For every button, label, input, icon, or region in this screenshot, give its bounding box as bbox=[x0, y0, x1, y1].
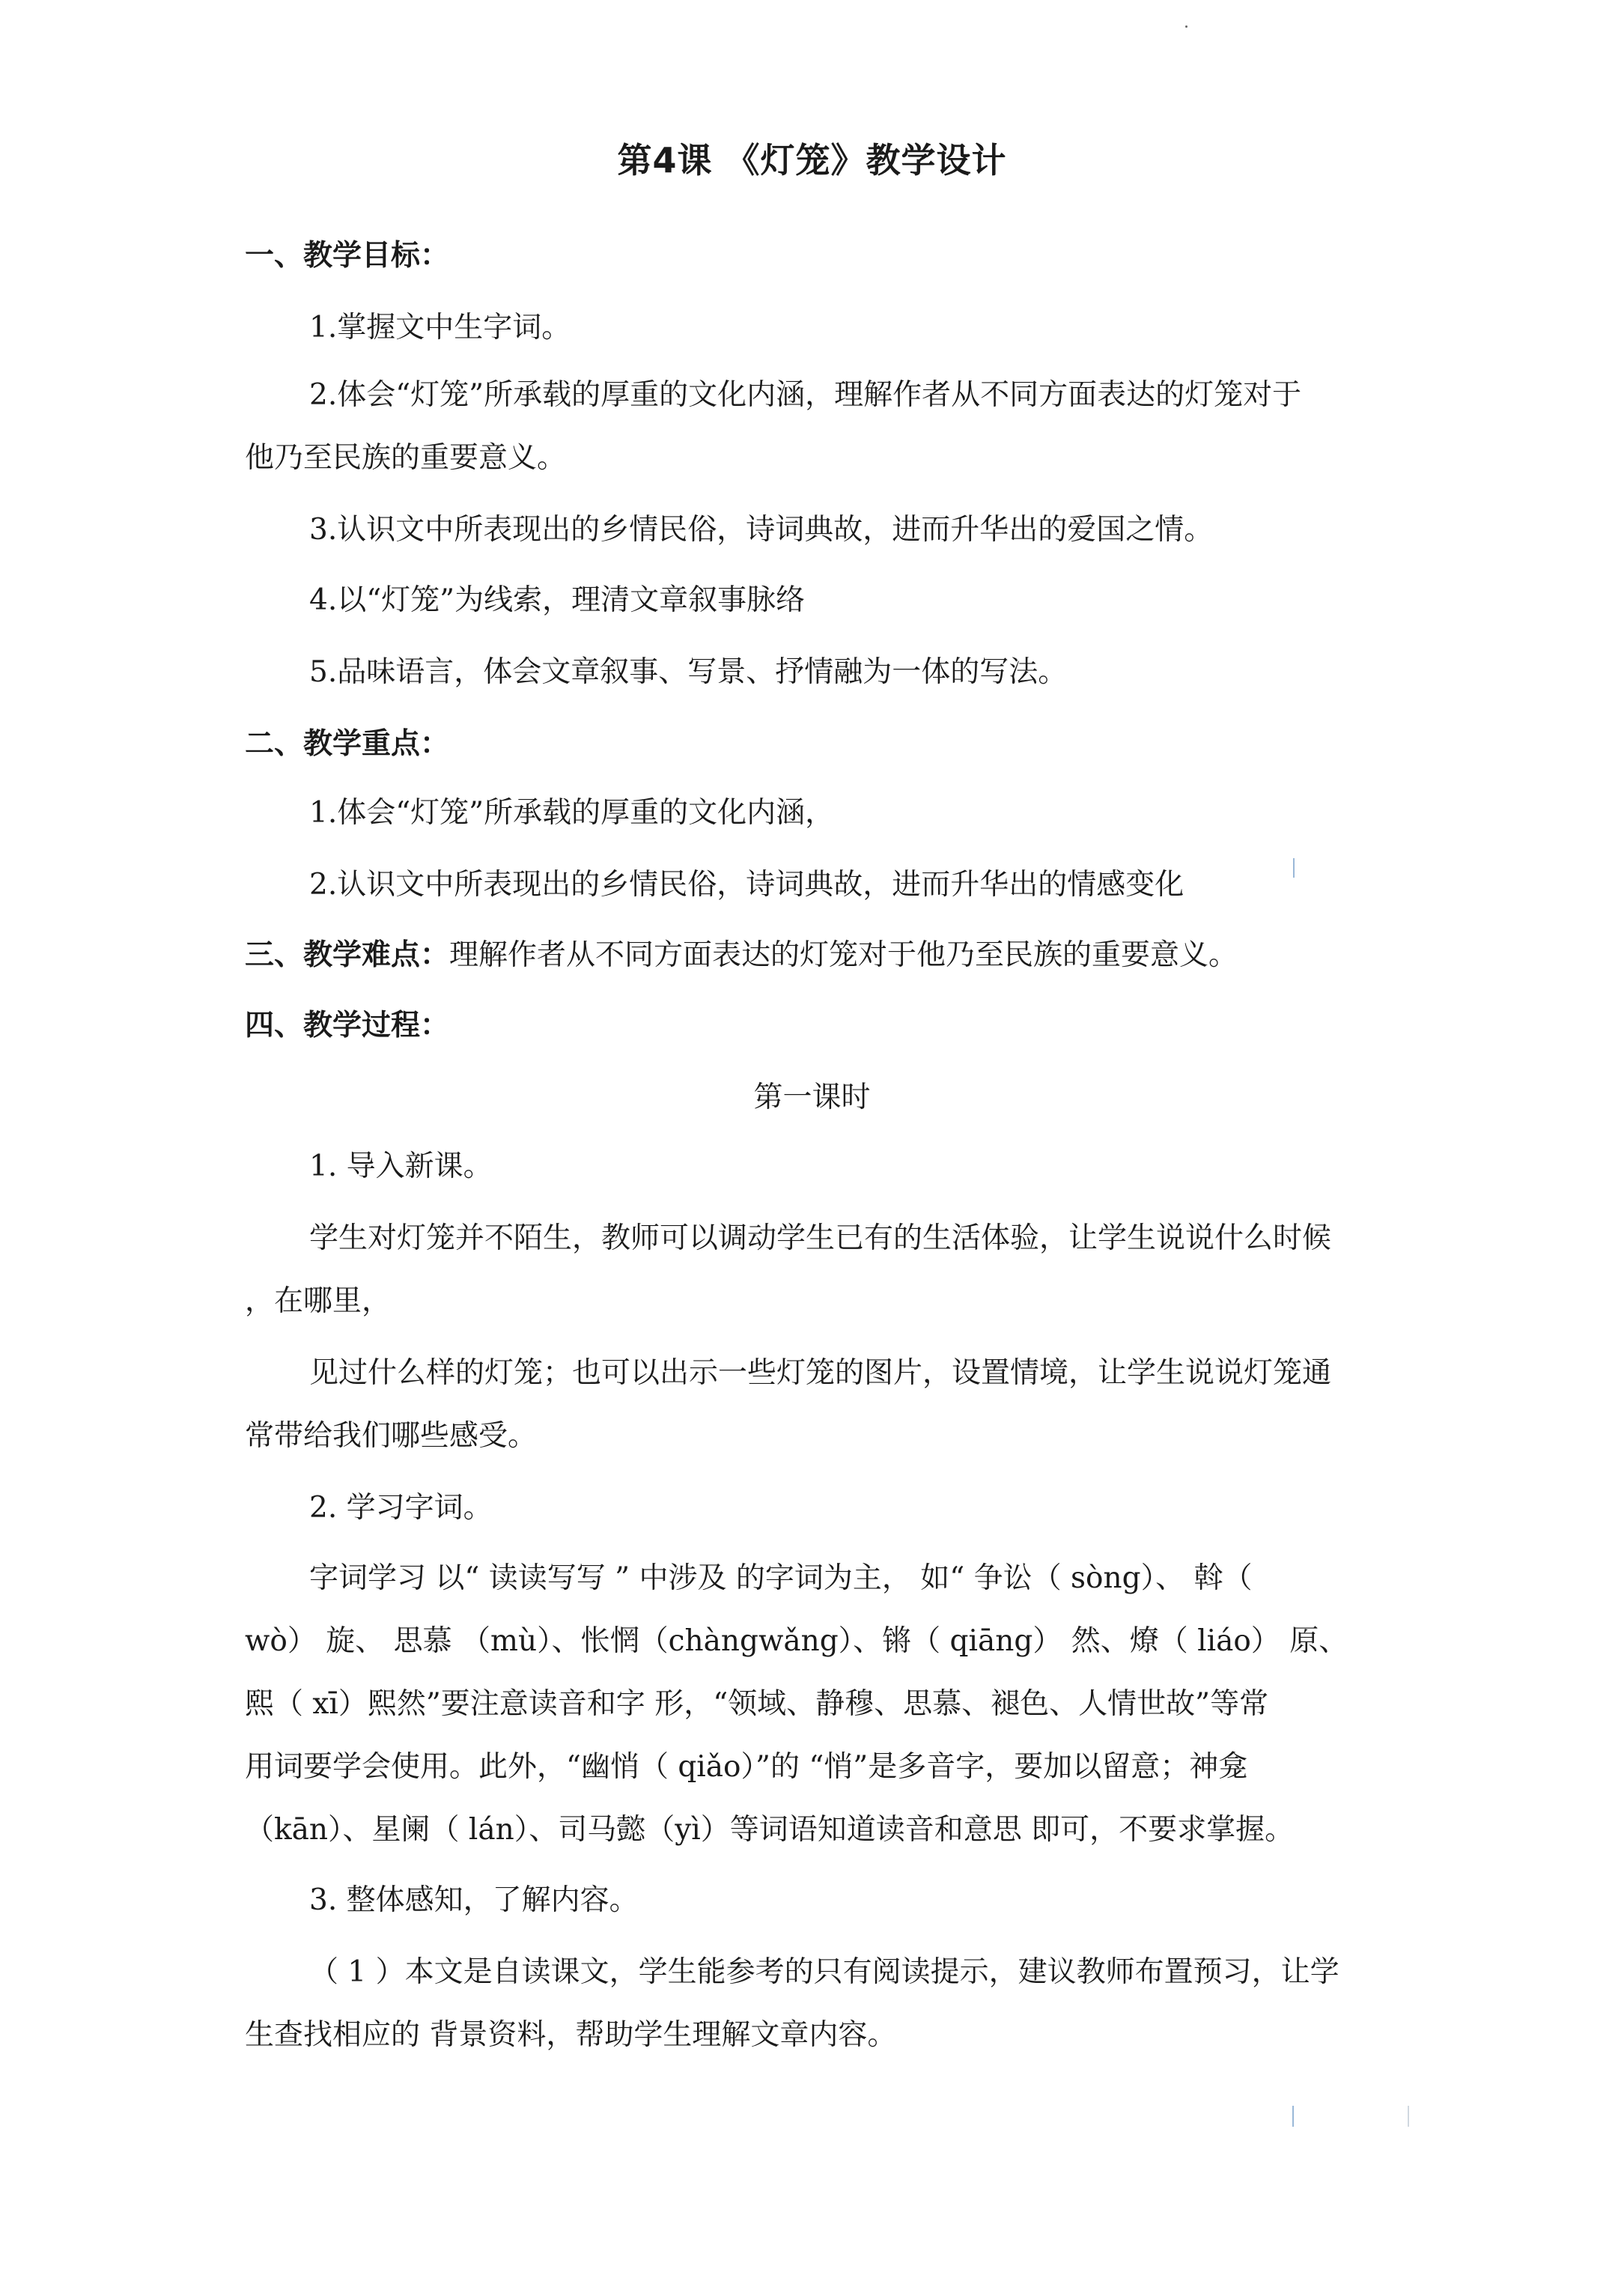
process-step: 1. 导入新课。 bbox=[309, 1149, 493, 1183]
process-paragraph-continuation: ，在哪里， bbox=[245, 1284, 392, 1318]
difficulty-text: 理解作者从不同方面表达的灯笼对于他乃至民族的重要意义。 bbox=[449, 938, 1238, 972]
margin-mark bbox=[1408, 2106, 1409, 2127]
scan-speck bbox=[1185, 25, 1187, 28]
process-paragraph: 学生对灯笼并不陌生，教师可以调动学生已有的生活体验，让学生说说什么时候 bbox=[309, 1221, 1332, 1255]
process-paragraph-continuation: 生查找相应的 背景资料，帮助学生理解文章内容。 bbox=[245, 2018, 897, 2052]
difficulty-line bbox=[245, 938, 1238, 972]
section-heading-difficulty: 三、教学难点： bbox=[245, 938, 450, 972]
margin-mark bbox=[1292, 2106, 1294, 2127]
process-step: 2. 学习字词。 bbox=[309, 1491, 493, 1525]
document-title: 第4课 《灯笼》教学设计 bbox=[617, 140, 1007, 180]
process-paragraph-continuation: 常带给我们哪些感受。 bbox=[245, 1419, 538, 1453]
section-heading-key-points: 二、教学重点： bbox=[245, 727, 450, 761]
goal-item: 1.掌握文中生字词。 bbox=[309, 311, 571, 344]
process-paragraph: 字词学习 以“ 读读写写 ” 中涉及 的字词为主， 如“ 争讼（ sòng）、 斡（ bbox=[309, 1561, 1253, 1595]
process-paragraph-continuation: 熙（ xī）熙然”要注意读音和字 形，“领域、静穆、思慕、褪色、人情世故”等常 bbox=[245, 1687, 1269, 1721]
cursor-mark bbox=[1293, 858, 1295, 878]
key-point-item: 1.体会“灯笼”所承载的厚重的文化内涵， bbox=[309, 796, 835, 830]
process-paragraph-continuation: 用词要学会使用。此外，“幽悄（ qiǎo）”的 “悄”是多音字，要加以留意；神龛 bbox=[245, 1750, 1248, 1784]
goal-item-continuation: 他乃至民族的重要意义。 bbox=[245, 441, 567, 475]
process-paragraph: 见过什么样的灯笼；也可以出示一些灯笼的图片，设置情境，让学生说说灯笼通 bbox=[309, 1356, 1332, 1390]
lesson-label: 第一课时 bbox=[753, 1081, 871, 1114]
section-heading-goals: 一、教学目标： bbox=[245, 239, 450, 273]
section-heading-process: 四、教学过程： bbox=[245, 1009, 450, 1042]
goal-item: 2.体会“灯笼”所承载的厚重的文化内涵，理解作者从不同方面表达的灯笼对于 bbox=[309, 378, 1302, 412]
process-paragraph-continuation: wò） 旋、 思慕 （mù）、怅惘（chàngwǎng）、锵（ qiāng） 然、燎（ liáo） 原、 bbox=[245, 1624, 1348, 1658]
goal-item: 5.品味语言，体会文章叙事、写景、抒情融为一体的写法。 bbox=[309, 655, 1068, 689]
process-paragraph: （ 1 ）本文是自读课文，学生能参考的只有阅读提示，建议教师布置预习，让学 bbox=[309, 1955, 1339, 1989]
process-step: 3. 整体感知，了解内容。 bbox=[309, 1883, 639, 1917]
key-point-item: 2.认识文中所表现出的乡情民俗，诗词典故，进而升华出的情感变化 bbox=[309, 868, 1184, 902]
goal-item: 4.以“灯笼”为线索，理清文章叙事脉络 bbox=[309, 583, 806, 617]
process-paragraph-continuation: （kān）、星阑（ lán）、司马懿（yì）等词语知道读音和意思 即可，不要求掌握。 bbox=[245, 1813, 1295, 1847]
goal-item: 3.认识文中所表现出的乡情民俗，诗词典故，进而升华出的爱国之情。 bbox=[309, 513, 1214, 547]
